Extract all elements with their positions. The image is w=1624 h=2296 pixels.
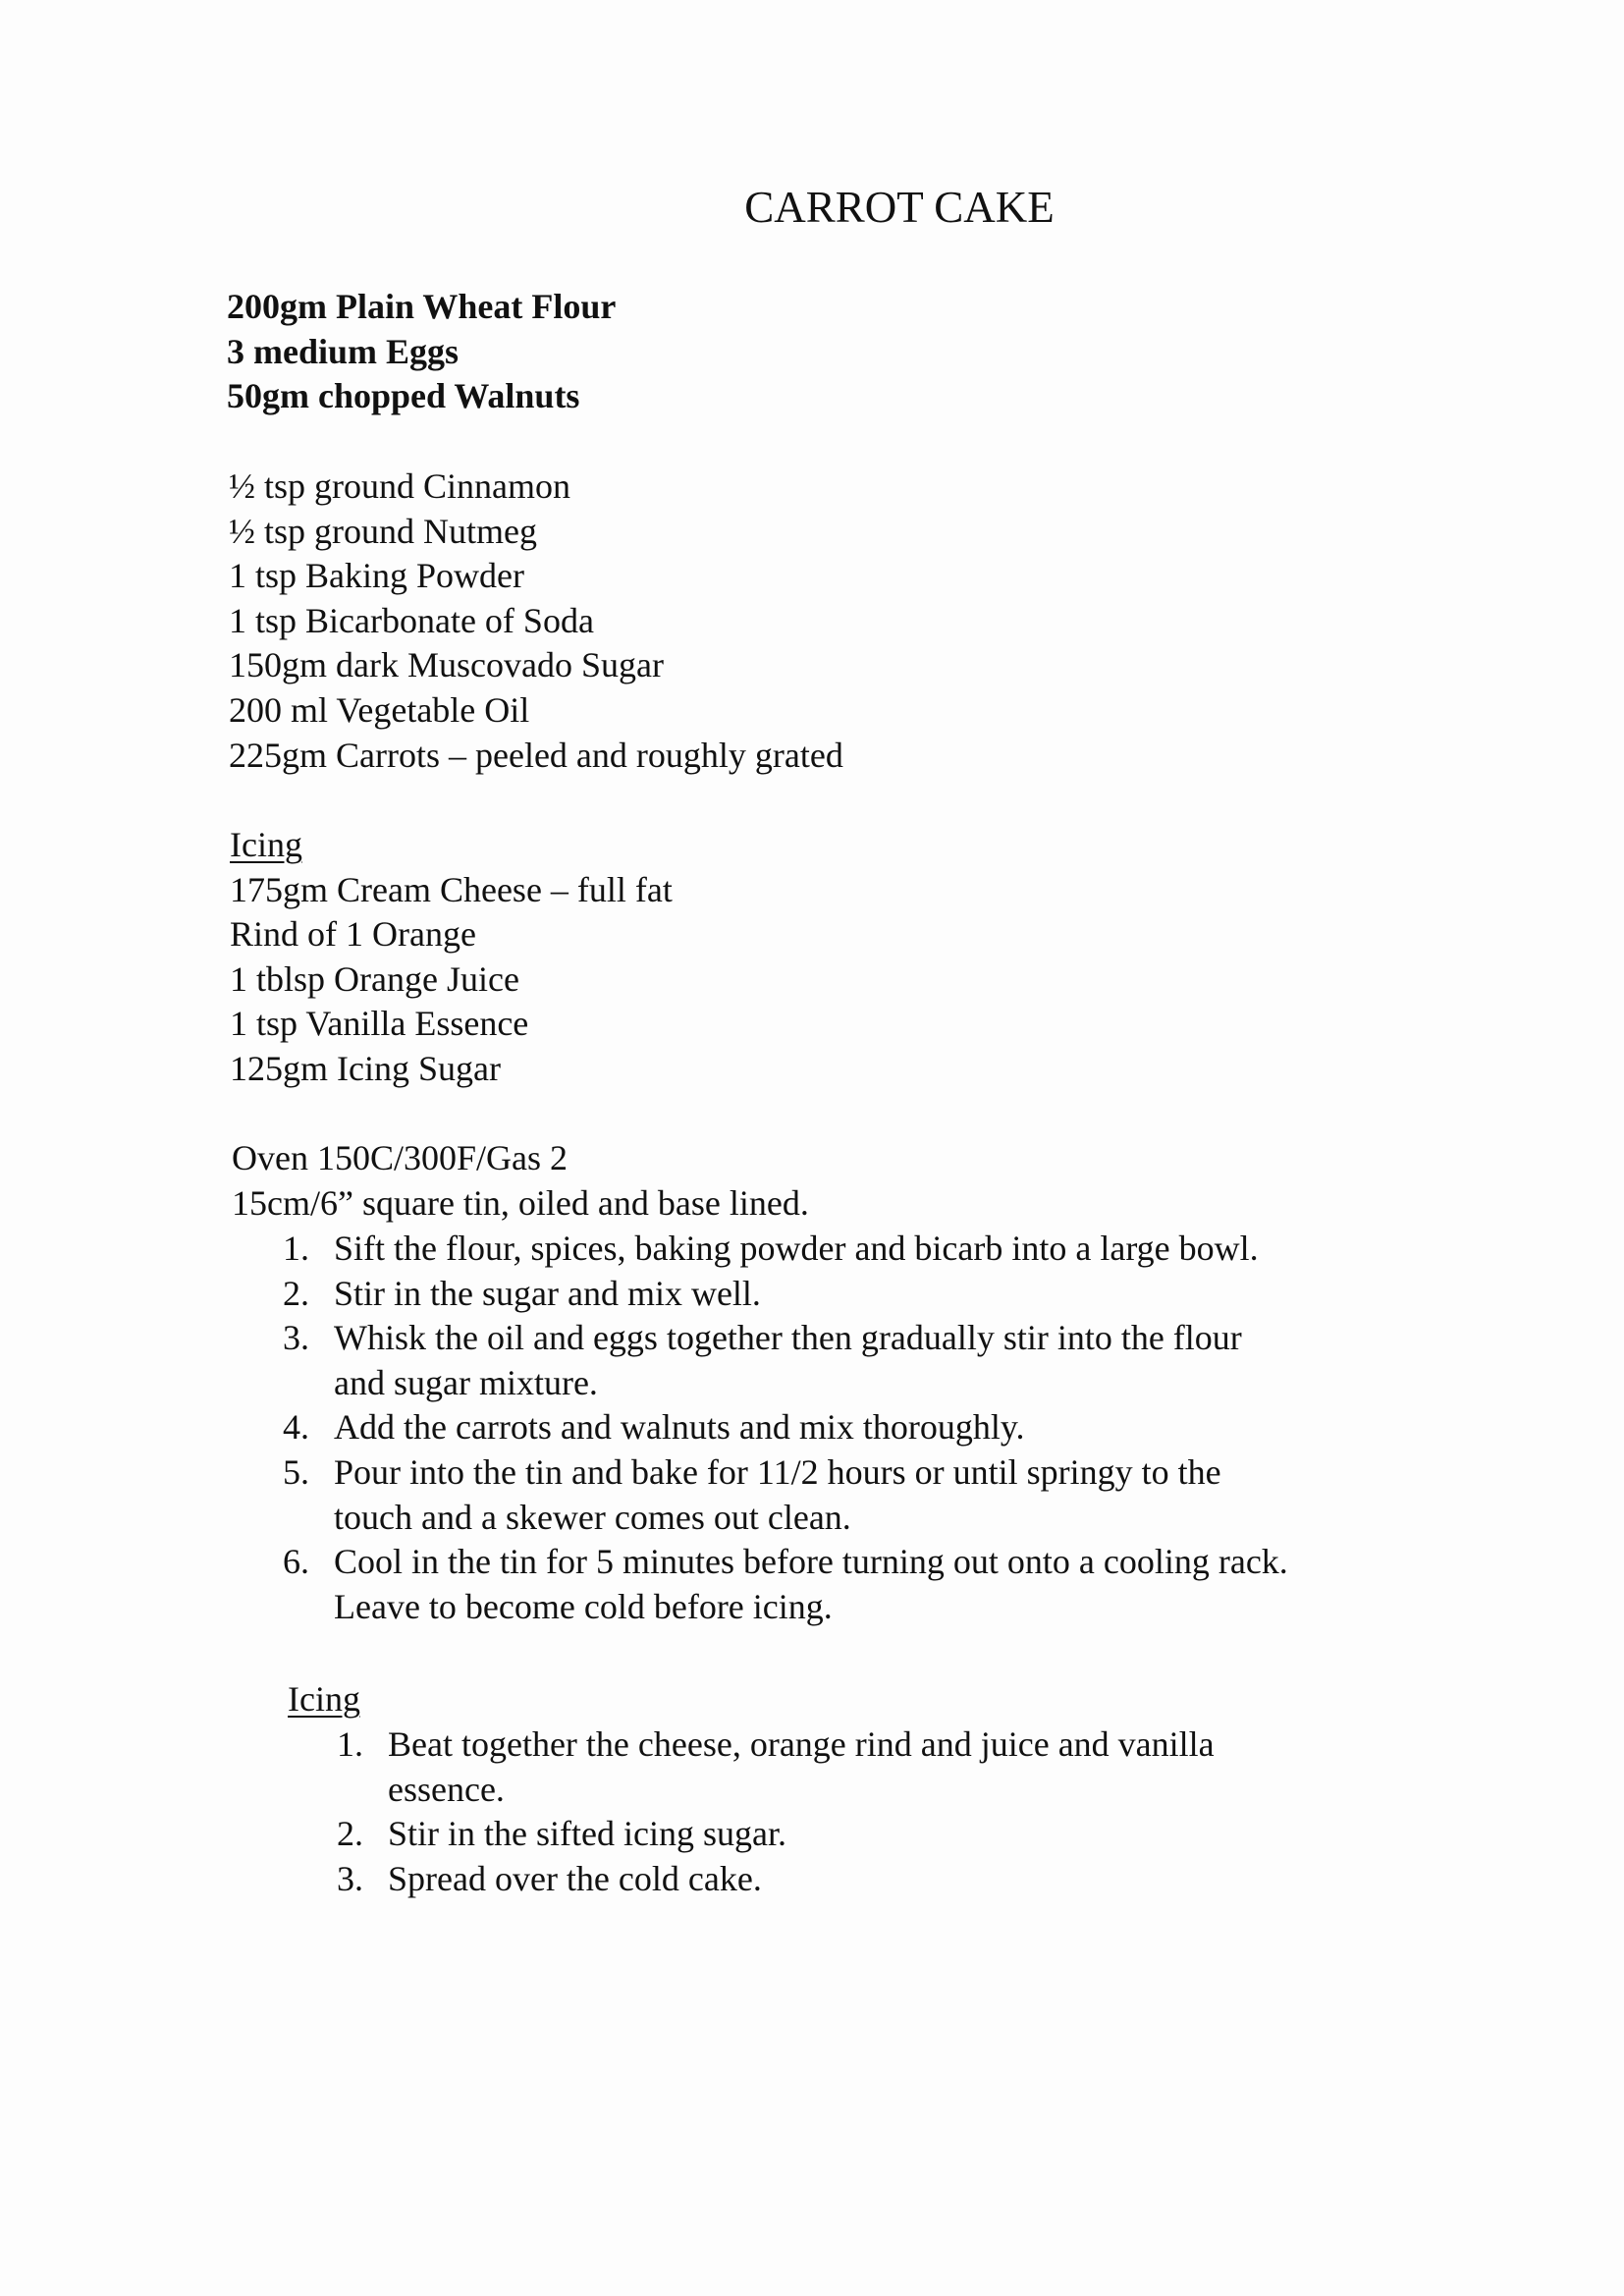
step-text: Cool in the tin for 5 minutes before turning out onto a cooling rack. — [334, 1542, 1288, 1582]
step-number: 2. — [337, 1814, 363, 1854]
ingredient-line: 50gm chopped Walnuts — [227, 376, 580, 416]
ingredient-line: Rind of 1 Orange — [230, 914, 476, 955]
method-step — [283, 1316, 1510, 1405]
icing-method-heading: Icing — [288, 1679, 360, 1719]
step-text-continued: touch and a skewer comes out clean. — [334, 1497, 851, 1537]
ingredient-line: 1 tsp Vanilla Essence — [230, 1004, 529, 1044]
ingredient-line: 1 tsp Bicarbonate of Soda — [229, 600, 594, 640]
ingredient-line: 150gm dark Muscovado Sugar — [229, 645, 664, 685]
step-text: Stir in the sugar and mix well. — [334, 1273, 761, 1313]
step-number: 3. — [283, 1318, 309, 1358]
icing-step — [337, 1857, 1466, 1902]
step-text: Beat together the cheese, orange rind and juice and vanilla — [388, 1724, 1215, 1764]
step-text-continued: and sugar mixture. — [334, 1362, 598, 1402]
step-text: Add the carrots and walnuts and mix thoroughly. — [334, 1407, 1025, 1448]
tin-instructions: 15cm/6” square tin, oiled and base lined. — [232, 1182, 809, 1223]
step-number: 4. — [283, 1407, 309, 1448]
ingredient-line: 1 tsp Baking Powder — [229, 556, 524, 596]
other-ingredients-list — [229, 465, 843, 778]
step-text-continued: Leave to become cold before icing. — [334, 1586, 833, 1626]
step-number: 3. — [337, 1858, 363, 1898]
method-step — [283, 1227, 1510, 1272]
step-text: Sift the flour, spices, baking powder and bicarb into a large bowl. — [334, 1229, 1259, 1268]
ingredient-line: ½ tsp ground Nutmeg — [229, 511, 537, 551]
step-number: 2. — [283, 1273, 309, 1313]
icing-method-steps — [337, 1722, 1466, 1901]
ingredient-line: 200gm Plain Wheat Flour — [227, 287, 617, 326]
icing-method-heading-block — [288, 1677, 360, 1722]
oven-temperature: Oven 150C/300F/Gas 2 — [232, 1138, 568, 1177]
method-steps — [283, 1227, 1510, 1629]
step-text: Spread over the cold cake. — [388, 1858, 762, 1898]
step-number: 6. — [283, 1542, 309, 1582]
step-text: Pour into the tin and bake for 11/2 hours or until springy to the — [334, 1451, 1221, 1492]
method-step — [283, 1272, 1510, 1317]
ingredient-line: 200 ml Vegetable Oil — [229, 689, 530, 730]
method-step — [283, 1540, 1510, 1629]
step-text-continued: essence. — [388, 1769, 505, 1809]
step-number: 1. — [283, 1229, 309, 1268]
ingredient-line: 3 medium Eggs — [227, 331, 460, 371]
ingredient-line: 175gm Cream Cheese – full fat — [230, 869, 673, 909]
icing-step — [337, 1722, 1466, 1812]
oven-settings — [232, 1136, 809, 1226]
icing-ingredients-heading: Icing — [230, 825, 302, 864]
step-text: Stir in the sifted icing sugar. — [388, 1814, 786, 1854]
ingredient-line: 1 tblsp Orange Juice — [230, 958, 519, 999]
page-title-text: CARROT CAKE — [744, 183, 1055, 232]
step-number: 1. — [337, 1724, 363, 1764]
step-text: Whisk the oil and eggs together then gradually stir into the flour — [334, 1318, 1242, 1358]
page-title — [0, 179, 1624, 236]
method-step — [283, 1405, 1510, 1450]
step-number: 5. — [283, 1451, 309, 1492]
icing-ingredients-list — [230, 823, 673, 1092]
ingredient-line: ½ tsp ground Cinnamon — [229, 466, 570, 506]
main-ingredients-list — [227, 285, 616, 419]
ingredient-line: 225gm Carrots – peeled and roughly grated — [229, 735, 843, 775]
method-step — [283, 1450, 1510, 1540]
icing-step — [337, 1812, 1466, 1857]
ingredient-line: 125gm Icing Sugar — [230, 1048, 501, 1088]
